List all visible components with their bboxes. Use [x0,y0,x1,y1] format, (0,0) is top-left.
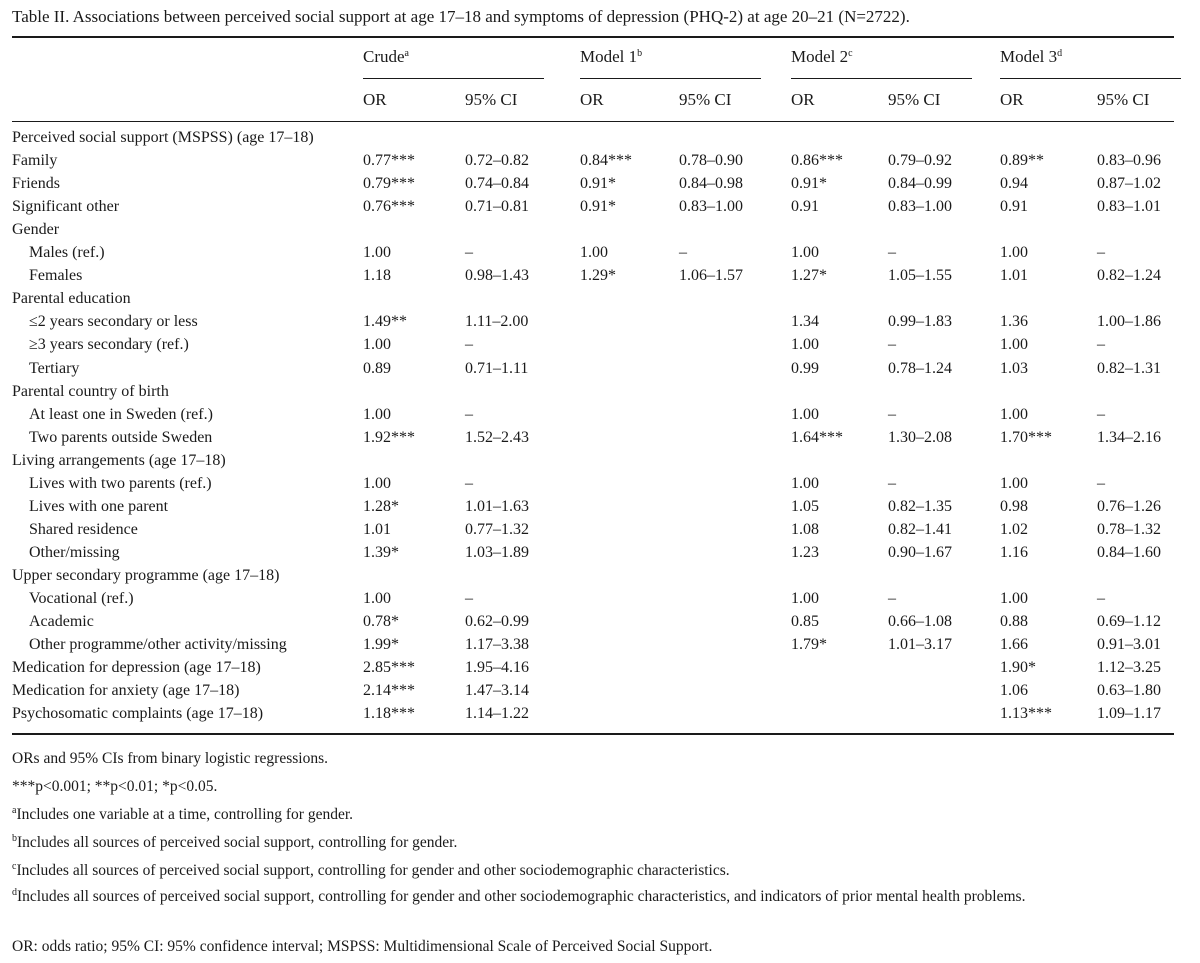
table-footnote [12,887,1176,907]
table-cell: 1.29* [580,267,616,285]
table-cell: 1.12–3.25 [1097,659,1161,677]
footnote-marker: c [12,861,17,872]
column-group-label: Model 1 [580,47,638,66]
table-cell: 0.83–1.01 [1097,198,1161,216]
table-cell: 0.66–1.08 [888,613,952,631]
table-cell: 1.00 [580,244,608,262]
row-label: ≥3 years secondary (ref.) [29,336,189,354]
table-footnote [12,805,1176,825]
column-group-underline [791,78,972,79]
table-cell: – [888,405,896,423]
table-cell: 1.99* [363,636,399,654]
table-cell: 0.78–1.32 [1097,520,1161,538]
row-label: Parental country of birth [12,382,169,400]
table-cell: 2.85*** [363,659,415,677]
table-cell: – [888,336,896,354]
row-label: Family [12,152,58,170]
row-label: At least one in Sweden (ref.) [29,405,213,423]
table-cell: 0.79*** [363,175,415,193]
table-cell: 1.00 [791,405,819,423]
row-label: Upper secondary programme (age 17–18) [12,566,280,584]
table-cell: 0.91–3.01 [1097,636,1161,654]
column-subheader: OR [363,90,387,109]
row-label: Other/missing [29,543,120,561]
table-cell: – [465,474,473,492]
table-cell: 0.78–0.90 [679,152,743,170]
row-label: Tertiary [29,359,80,377]
table-cell: 1.95–4.16 [465,659,529,677]
row-label: Friends [12,175,60,193]
table-cell: 0.88 [1000,613,1028,631]
row-label: Academic [29,613,94,631]
table-cell: 1.16 [1000,543,1028,561]
column-group-header [791,47,853,67]
table-cell: – [679,244,687,262]
table-cell: 1.17–3.38 [465,636,529,654]
row-label: Lives with one parent [29,497,169,515]
row-label: Psychosomatic complaints (age 17–18) [12,705,264,723]
table-cell: 0.84–0.98 [679,175,743,193]
table-cell: 0.63–1.80 [1097,682,1161,700]
table-cell: 0.91* [580,175,616,193]
header-bottom-rule [12,121,1174,122]
table-cell: 0.77*** [363,152,415,170]
table-cell: 1.01 [363,520,391,538]
column-group-header [580,47,642,67]
table-cell: 1.66 [1000,636,1028,654]
table-cell: 1.05 [791,497,819,515]
table-cell: 0.89 [363,359,391,377]
table-cell: 1.03–1.89 [465,543,529,561]
footnote-marker: b [12,833,17,844]
table-cell: 1.79* [791,636,827,654]
column-subheader: 95% CI [465,90,518,109]
table-cell: 1.03 [1000,359,1028,377]
table-cell: 0.94 [1000,175,1028,193]
table-cell: 1.47–3.14 [465,682,529,700]
table-cell: 0.82–1.35 [888,497,952,515]
table-cell: 0.98 [1000,497,1028,515]
table-top-rule [12,36,1174,38]
table-cell: 0.82–1.31 [1097,359,1161,377]
column-subheader: OR [1000,90,1024,109]
column-group-header [1000,47,1062,67]
table-cell: 1.00 [363,336,391,354]
row-label: Significant other [12,198,120,216]
table-cell: 1.13*** [1000,705,1052,723]
column-subheader: 95% CI [888,90,941,109]
table-cell: 1.34–2.16 [1097,428,1161,446]
table-cell: 0.78–1.24 [888,359,952,377]
table-cell: 1.49** [363,313,407,331]
table-cell: – [1097,405,1105,423]
footnote-text: Includes all sources of perceived social support, controlling for gender. [17,834,458,851]
table-cell: 1.39* [363,543,399,561]
column-group-header [363,47,409,67]
table-cell: 0.90–1.67 [888,543,952,561]
table-cell: – [888,244,896,262]
table-cell: 1.28* [363,497,399,515]
table-caption: Table II. Associations between perceived social support at age 17–18 and symptoms of depression (PHQ-2) at age 20–21 (N=2722). [12,7,910,26]
row-label: Living arrangements (age 17–18) [12,451,226,469]
footnote-text: Includes all sources of perceived social support, controlling for gender and other sociodemographic characteristics, and indicators of prior mental health problems. [17,888,1026,905]
table-cell: 0.72–0.82 [465,152,529,170]
table-bottom-rule [12,733,1174,735]
footnote-marker: d [12,887,17,898]
table-cell: 0.76–1.26 [1097,497,1161,515]
footnote-marker: a [404,48,409,59]
row-label: Shared residence [29,520,138,538]
table-cell: 0.71–1.11 [465,359,529,377]
table-cell: 0.84–1.60 [1097,543,1161,561]
column-subheader: 95% CI [1097,90,1150,109]
table-cell: 1.06 [1000,682,1028,700]
table-cell: 1.02 [1000,520,1028,538]
table-cell: 1.30–2.08 [888,428,952,446]
table-cell: 0.78* [363,613,399,631]
table-cell: 1.00 [363,405,391,423]
table-cell: 1.01 [1000,267,1028,285]
footnote-text: Includes one variable at a time, controlling for gender. [16,806,354,823]
table-cell: – [1097,590,1105,607]
table-cell: 0.85 [791,613,819,631]
table-cell: 0.77–1.32 [465,520,529,538]
table-cell: – [465,590,473,607]
row-label: ≤2 years secondary or less [29,313,198,331]
table-cell: 1.00 [1000,474,1028,492]
table-footnote [12,833,1176,853]
table-cell: 1.00 [363,590,391,607]
table-cell: 1.18 [363,267,391,285]
table-cell: 1.92*** [363,428,415,446]
table-cell: 0.87–1.02 [1097,175,1161,193]
table-cell: 1.01–1.63 [465,497,529,515]
footnote-marker: c [848,48,853,59]
table-cell: 1.64*** [791,428,843,446]
table-cell: 1.00 [1000,405,1028,423]
table-cell: 1.08 [791,520,819,538]
table-cell: 0.91 [1000,198,1028,216]
table-cell: 1.14–1.22 [465,705,529,723]
column-group-underline [580,78,761,79]
row-label: Males (ref.) [29,244,105,262]
table-cell: 1.36 [1000,313,1028,331]
table-cell: 0.79–0.92 [888,152,952,170]
table-cell: – [465,336,473,354]
column-group-label: Model 3 [1000,47,1058,66]
table-cell: 1.00 [791,336,819,354]
table-cell: 0.82–1.41 [888,520,952,538]
table-cell: 0.83–0.96 [1097,152,1161,170]
column-group-underline [1000,78,1181,79]
footnote-text: Includes all sources of perceived social support, controlling for gender and other sociodemographic characteristics. [16,862,730,879]
column-group-underline [363,78,544,79]
table-cell: 0.91* [791,175,827,193]
table-footnote: ***p<0.001; **p<0.01; *p<0.05. [12,778,218,795]
row-label: Lives with two parents (ref.) [29,474,212,492]
table-cell: 1.27* [791,267,827,285]
table-cell: – [465,244,473,262]
table-cell: 0.69–1.12 [1097,613,1161,631]
table-cell: 2.14*** [363,682,415,700]
table-cell: 0.74–0.84 [465,175,529,193]
row-label: Other programme/other activity/missing [29,636,287,654]
table-cell: 0.62–0.99 [465,613,529,631]
table-cell: 1.00 [791,590,819,607]
table-cell: 0.82–1.24 [1097,267,1161,285]
table-cell: 1.00 [363,474,391,492]
table-cell: 1.09–1.17 [1097,705,1161,723]
column-group-label: Model 2 [791,47,849,66]
table-cell: 0.99–1.83 [888,313,952,331]
table-cell: 0.89** [1000,152,1044,170]
table-cell: – [1097,474,1105,492]
row-label: Medication for depression (age 17–18) [12,659,261,677]
footnote-marker: b [637,48,643,59]
table-cell: 1.52–2.43 [465,428,529,446]
table-cell: 1.90* [1000,659,1036,677]
row-label: Parental education [12,290,131,308]
table-cell: 0.91* [580,198,616,216]
table-footnote: ORs and 95% CIs from binary logistic regressions. [12,750,328,767]
column-subheader: 95% CI [679,90,732,109]
footnote-marker: a [12,805,17,816]
table-cell: 1.11–2.00 [465,313,529,331]
table-cell: 1.00 [1000,590,1028,607]
table-cell: 0.86*** [791,152,843,170]
table-cell: 1.00 [1000,244,1028,262]
table-cell: 1.05–1.55 [888,267,952,285]
table-cell: 0.91 [791,198,819,216]
table-cell: 1.34 [791,313,819,331]
table-cell: 0.84*** [580,152,632,170]
table-footnote [12,861,1176,881]
row-label: Two parents outside Sweden [29,428,213,446]
table-cell: 1.00 [791,244,819,262]
table-cell: 1.00–1.86 [1097,313,1161,331]
table-cell: – [1097,336,1105,354]
table-cell: 1.01–3.17 [888,636,952,654]
table-footnote: OR: odds ratio; 95% CI: 95% confidence interval; MSPSS: Multidimensional Scale of Perceived Social Support. [12,938,713,955]
table-cell: 0.84–0.99 [888,175,952,193]
table-cell: 0.83–1.00 [679,198,743,216]
table-cell: 1.18*** [363,705,415,723]
table-cell: 1.23 [791,543,819,561]
table-cell: 0.71–0.81 [465,198,529,216]
table-cell: – [465,405,473,423]
column-subheader: OR [580,90,604,109]
table-cell: 0.98–1.43 [465,267,529,285]
row-label: Medication for anxiety (age 17–18) [12,682,240,700]
footnote-marker: d [1057,48,1063,59]
table-cell: 1.00 [363,244,391,262]
row-label: Females [29,267,83,285]
column-group-label: Crude [363,47,405,66]
table-cell: 0.76*** [363,198,415,216]
table-cell: 1.00 [1000,336,1028,354]
table-cell: 1.06–1.57 [679,267,743,285]
table-cell: 1.00 [791,474,819,492]
row-label: Gender [12,221,60,239]
table-cell: – [888,590,896,607]
table-cell: – [1097,244,1105,262]
table-cell: – [888,474,896,492]
row-label: Perceived social support (MSPSS) (age 17–18) [12,129,314,146]
table-cell: 0.83–1.00 [888,198,952,216]
row-label: Vocational (ref.) [29,590,134,607]
table-cell: 1.70*** [1000,428,1052,446]
table-cell: 0.99 [791,359,819,377]
column-subheader: OR [791,90,815,109]
